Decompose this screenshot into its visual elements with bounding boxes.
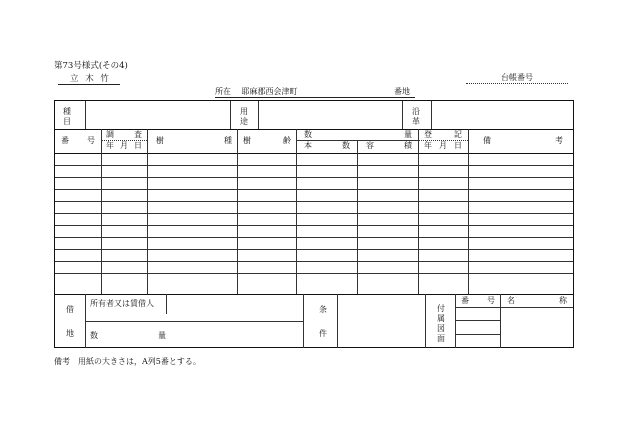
table-row [55, 177, 573, 178]
footnote: 備考 用紙の大きさは，A列5番とする。 [54, 357, 201, 366]
col-line [357, 140, 358, 294]
col-line [147, 129, 148, 294]
header-quantity: 数 量 [304, 130, 412, 139]
lessee-top: 借 [66, 305, 74, 314]
table-row [55, 189, 573, 190]
ledger-number-label: 台帳番号 [466, 72, 568, 84]
qty-label: 数 量 [90, 331, 166, 340]
col-line [337, 294, 338, 348]
table-row [55, 237, 573, 238]
rule [455, 307, 573, 308]
col-line [166, 294, 167, 314]
table-row [55, 225, 573, 226]
rule [55, 294, 573, 295]
table-row [55, 261, 573, 262]
col-line [425, 294, 426, 348]
rule [55, 153, 573, 154]
col-line [101, 129, 102, 294]
location-place: 耶麻郡西会津町 [241, 87, 298, 96]
table-row [55, 249, 573, 250]
drawing-name-label: 名 称 [507, 296, 567, 305]
type-label: 種目 [63, 107, 71, 126]
col-line [500, 294, 501, 348]
divider [230, 101, 231, 129]
col-line [468, 129, 469, 294]
attached-drawings-label: 付属図面 [437, 304, 445, 343]
form-title: 立 木 竹 [58, 72, 120, 85]
drawing-number-label: 番 号 [461, 296, 495, 305]
lessee-bottom: 地 [66, 329, 74, 338]
header-number: 番 号 [61, 136, 95, 145]
history-label: 沿革 [412, 107, 420, 126]
header-registered-date: 年 月 日 [424, 141, 462, 150]
divider [431, 101, 432, 129]
header-tree-type: 樹 種 [156, 136, 232, 145]
conditions-top: 条 [319, 305, 327, 314]
header-volume: 容 積 [366, 141, 412, 150]
ledger-sheet [54, 100, 574, 348]
owner-label: 所有者又は賃借人 [90, 299, 154, 308]
col-line [455, 294, 456, 348]
header-count: 本 数 [304, 141, 350, 150]
header-tree-age: 樹 齢 [243, 136, 291, 145]
table-row [55, 165, 573, 166]
divider [402, 101, 403, 129]
conditions-bottom: 件 [319, 329, 327, 338]
table-row [55, 213, 573, 214]
divider [85, 101, 86, 129]
location-label: 所在 [215, 87, 231, 96]
header-survey: 調 査 [106, 130, 142, 139]
rule [85, 321, 303, 322]
table-row [55, 273, 573, 274]
rule [455, 334, 500, 335]
divider [258, 101, 259, 129]
use-label: 用途 [240, 107, 248, 126]
table-row [55, 201, 573, 202]
header-remarks: 備 考 [483, 136, 563, 145]
location-line [215, 86, 415, 98]
col-line [296, 129, 297, 294]
col-line [418, 129, 419, 294]
rule [455, 320, 500, 321]
col-line [303, 294, 304, 348]
rule [418, 140, 468, 141]
form-id: 第73号様式(その4) [54, 61, 128, 71]
rule [101, 140, 147, 141]
lot-label: 番地 [394, 87, 410, 96]
header-survey-date: 年 月 日 [106, 141, 142, 150]
header-registered: 登 記 [424, 130, 462, 139]
col-line [237, 129, 238, 294]
